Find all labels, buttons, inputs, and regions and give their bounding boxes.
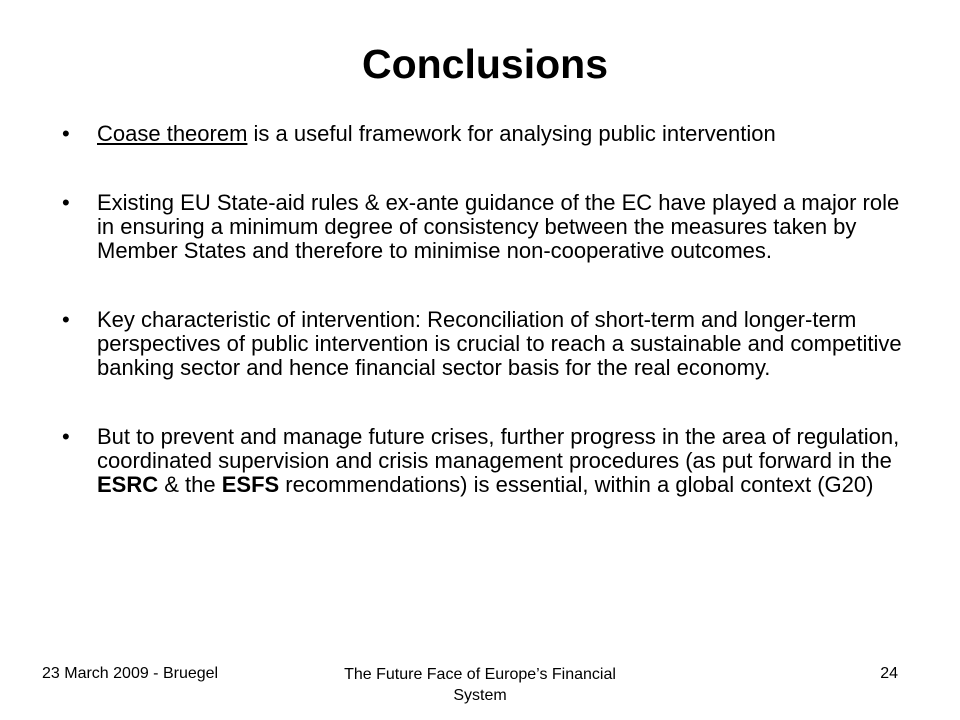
bullet-dot: •: [62, 424, 70, 449]
bullet-state-aid-rules: [62, 191, 912, 263]
bullet-text: recommendations) is essential, within a global context (G20): [279, 472, 874, 497]
bullet-text: Key characteristic of intervention: Reconciliation of short-term and longer-term perspectives of public intervention is crucial to reach a sustainable and competitive banking sector and hence financial sector basis for the real economy.: [97, 307, 902, 380]
esfs-term: ESFS: [221, 472, 280, 497]
bullet-list: [62, 122, 912, 542]
slide-title: Conclusions: [361, 41, 609, 87]
bullet-key-characteristic: [62, 308, 912, 380]
bullet-text: But to prevent and manage future crises, further progress in the area of regulation, coordinated supervision and crisis management procedures (as put forward in the: [97, 424, 900, 473]
footer-date: 23 March 2009 - Bruegel: [42, 665, 219, 682]
bullet-text: Existing EU State-aid rules & ex-ante guidance of the EC have played a major role in ensuring a minimum degree of consistency between the measures taken by Member States and therefore to minimise non-cooperative outcomes.: [97, 190, 900, 263]
bullet-future-crises: [62, 425, 912, 497]
footer-title: The Future Face of Europe’s Financial System: [344, 666, 616, 704]
page-number: 24: [880, 665, 898, 682]
bullet-dot: •: [62, 121, 70, 146]
bullet-dot: •: [62, 307, 70, 332]
bullet-dot: •: [62, 190, 70, 215]
bullet-coase-theorem: [62, 122, 912, 146]
bullet-text: is a useful framework for analysing public intervention: [247, 121, 776, 146]
esrc-term: ESRC: [97, 472, 159, 497]
bullet-text: & the: [158, 472, 222, 497]
coase-theorem-term: Coase theorem: [97, 121, 248, 146]
